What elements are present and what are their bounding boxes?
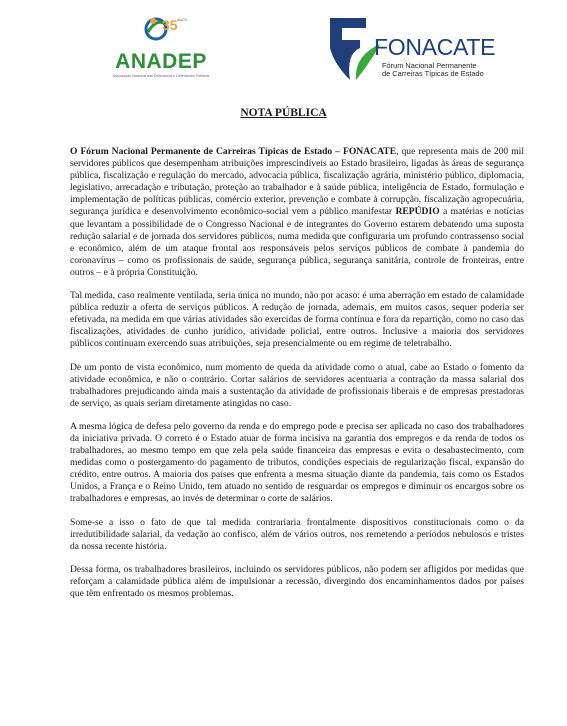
fonacate-subtitle: [382, 62, 484, 79]
paragraph-4: A mesma lógica de defesa pelo governo da renda e do emprego pode e precisa ser aplicada no caso dos trabalhadores da iniciativa privada. O correto é o Estado atuar de forma incisiva na garantia dos empregos e da renda de todos os trabalhadores, ao mesmo tempo em que zela pela saúde financeira das empresas e evita o desabastecimento, com medidas como o postergamento do pagamento de tributos, condições especiais de regularização fiscal, expansão do crédito, entre outros. A maioria dos países que enfrenta a mesma situação diante da pandemia, tais como os Estados Unidos, a França e o Reino Unido, tem atuado no sentido de resguardar os empregos e diminuir os encargos sobre os trabalhadores e empresas, ao invés de determinar o corte de salários.: [70, 420, 524, 505]
fonacate-subtitle-line-1: Fórum Nacional Permanente: [382, 61, 477, 70]
anadep-anniversary-number: 35: [162, 17, 178, 33]
paragraph-5: Some-se a isso o fato de que tal medida contrariaria frontalmente dispositivos constitucionais como o da irredutibilidade salarial, da vedação ao confisco, além de vários outros, nos remetendo a períodos nebulosos e tristes da nossa recente história.: [70, 516, 524, 552]
anadep-logo: [106, 12, 216, 78]
paragraph-3: De um ponto de vista econômico, num momento de queda da atividade como o atual, cabe ao Estado o fomento da atividade econômica, e não o contrário. Cortar salários de servidores acentuaria a contração da massa salarial dos trabalhadores prejudicando ainda mais a sustentação da atividade de profissionais liberais e de empresas prestadoras de serviço, as quais seriam diretamente atingidas no caso.: [70, 361, 524, 409]
anadep-subtitle: Associação Nacional das Defensoras e Defensores Públicos: [112, 74, 210, 78]
paragraph-1-part-b: a matérias e notícias que levantam a possibilidade de o Congresso Nacional e de integrantes do Governo estarem debatendo uma suposta redução salarial e de jornada dos servidores públicos, numa medida que configuraria um profundo contrassenso social e econômico, além de um ataque frontal aos responsáveis pelos serviços públicos de combate à pandemia do coronavírus – como os profissionais de saúde, segurança pública, segurança sanitária, controle de fronteiras, entre outros – e à própria Constituição.: [70, 206, 524, 278]
repudio-emphasis: REPÚDIO: [395, 206, 440, 218]
document-body: [70, 146, 524, 611]
fonacate-wordmark: FONACATE: [374, 34, 496, 60]
fonacate-logo: [326, 14, 496, 84]
anadep-anniversary-suffix: ANOS: [177, 18, 187, 22]
organization-name: O Fórum Nacional Permanente de Carreiras Típicas de Estado – FONACATE: [70, 146, 397, 157]
paragraph-1: [70, 146, 524, 279]
paragraph-6: Dessa forma, os trabalhadores brasileiros, incluindo os servidores públicos, não podem ser afligidos por medidas que reforçam a calamidade pública além de impulsionar a recessão, divergindo dos encaminhamentos dados por países que têm enfrentado os mesmos problemas.: [70, 563, 524, 599]
document-title: NOTA PÚBLICA: [240, 107, 327, 119]
fonacate-subtitle-line-2: de Carreiras Típicas de Estado: [382, 69, 484, 79]
paragraph-2: Tal medida, caso realmente ventilada, seria única no mundo, não por acaso: é uma aberração em estado de calamidade pública reduzir a oferta de serviços públicos. A redução de jornada, ademais, em muitos casos, sequer poderia ser efetivada, na medida em que várias atividades são exercidas de forma contínua e fora da repartição, como no caso das fiscalizações, atividades de cunho jurídico, atividade policial, entre outros. Inclusive a maioria dos servidores públicos continuam exercendo suas atribuições, seja presencialmente ou em regime de teletrabalho.: [70, 290, 524, 350]
anadep-emblem-icon: [144, 12, 187, 50]
anadep-wordmark: ANADEP: [115, 50, 207, 73]
paragraph-1-part-a: , que representa mais de 200 mil servidores públicos que desempenham atribuições imprescindíveis ao Estado brasileiro, ligadas às áreas de segurança pública, fiscalização e regulação do mercado, advocacia pública, fiscalização agrária, ministério público, diplomacia, legislativo, arrecadação e tributação, proteção ao trabalhador e à saúde pública, inteligência de Estado, formulação e implementação de políticas públicas, comércio exterior, prevenção e combate à corrupção, fiscalização agropecuária, segurança jurídica e desenvolvimento econômico-social vem a público manifestar: [70, 146, 524, 218]
